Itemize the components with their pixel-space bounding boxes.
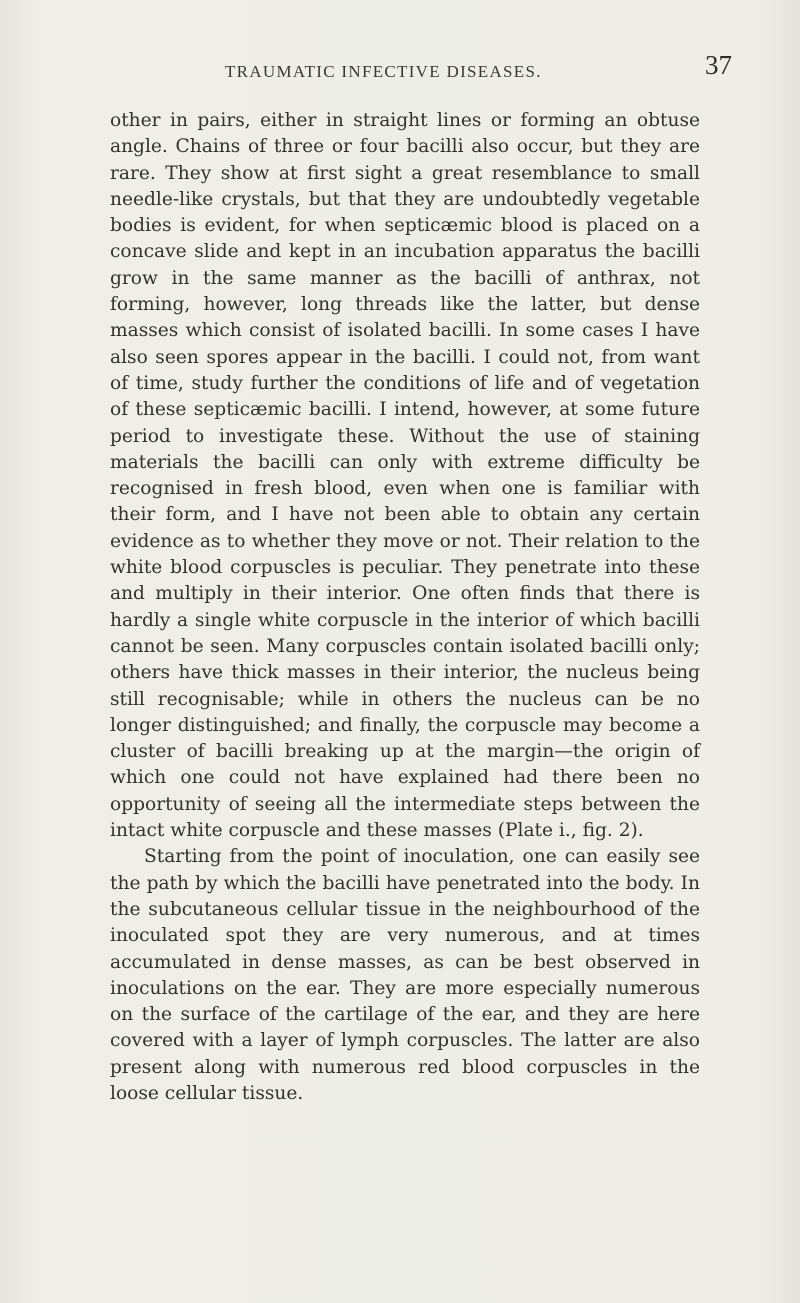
paragraph-1: other in pairs, either in straight lines or forming an obtuse angle. Chains of three or four bacilli also occur, but they are rare. They show at first sight a great resemblance to small needle-like crystals, but that they are undoubtedly vegetable bodies is evident, for when septicæmic blood is placed on a concave slide and kept in an incubation apparatus the bacilli grow in the same manner as the bacilli of anthrax, not forming, however, long threads like the latter, but dense masses which consist of isolated bacilli. In some cases I have also seen spores appear in the bacilli. I could not, from want of time, study further the conditions of life and of vegetation of these septicæmic bacilli. I intend, however, at some future period to investigate these. Without the use of staining materials the bacilli can only with extreme difficulty be recognised in fresh blood, even when one is familiar with their form, and I have not been able to obtain any certain evidence as to whether they move or not. Their relation to the white blood corpuscles is peculiar. They penetrate into these and multiply in their interior. One often finds that there is hardly a single white corpuscle in the interior of which bacilli cannot be seen. Many corpuscles contain isolated bacilli only; others have thick masses in their interior, the nucleus being still recognisable; while in others the nucleus can be no longer distinguished; and finally, the corpuscle may become a cluster of bacilli breaking up at the margin—the origin of which one could not have explained had there been no opportunity of seeing all the intermediate steps between the intact white corpuscle and these masses (Plate i., fig. 2).	[110, 110, 700, 842]
running-head	[0, 50, 800, 88]
body-text	[110, 108, 700, 1107]
paragraph-2: Starting from the point of inoculation, one can easily see the path by which the bacilli have penetrated into the body. In the subcutaneous cellular tissue in the neighbourhood of the inoculated spot they are very numerous, and at times accumulated in dense masses, as can be best observed in inoculations on the ear. They are more especially numerous on the surface of the cartilage of the ear, and they are here covered with a layer of lymph corpuscles. The latter are also present along with numerous red blood corpuscles in the loose cellular tissue.	[110, 846, 700, 1104]
page-number: 37	[705, 50, 732, 80]
running-title: TRAUMATIC INFECTIVE DISEASES.	[225, 62, 542, 81]
